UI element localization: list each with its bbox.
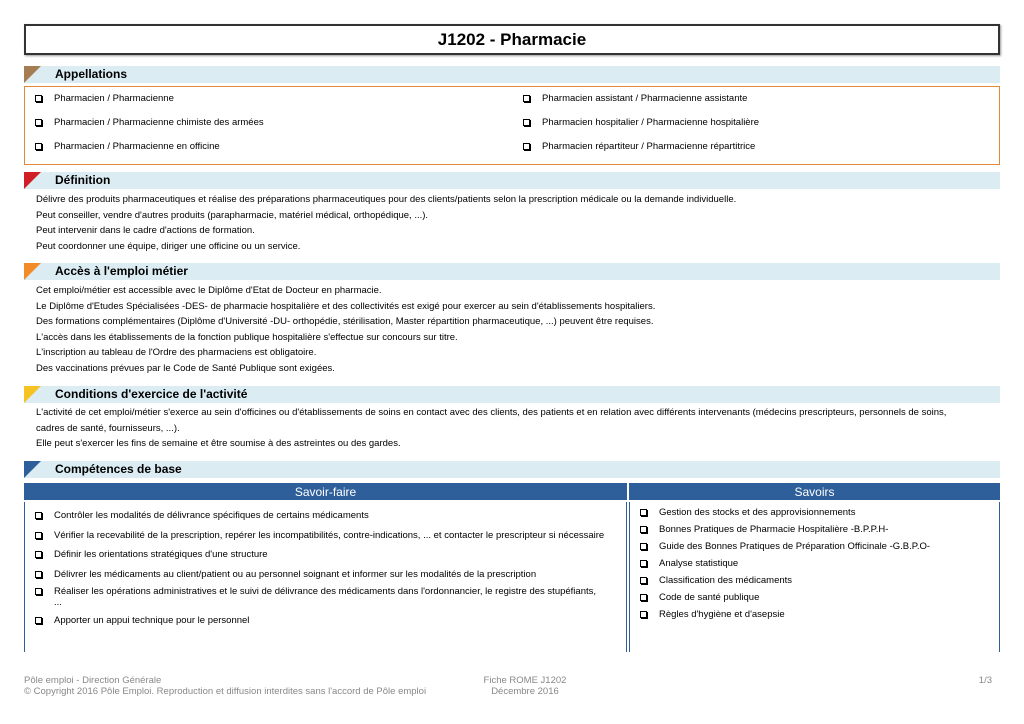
appellation-label: Pharmacien / Pharmacienne en officine — [54, 141, 220, 152]
appellation-label: Pharmacien / Pharmacienne chimiste des armées — [54, 117, 264, 128]
checkbox-icon — [640, 577, 647, 584]
acces-line: Le Diplôme d'Etudes Spécialisées -DES- de pharmacie hospitalière et des collectivités est exigé pour exercer au sein d'établissements hospitaliers. — [36, 300, 656, 312]
savoirs-label: Analyse statistique — [659, 558, 739, 569]
section-header-acces — [24, 263, 1000, 280]
footer-date: Décembre 2016 — [491, 686, 559, 697]
checkbox-icon — [35, 119, 42, 126]
section-header-conditions — [24, 386, 1000, 403]
section-header-appellations — [24, 66, 1000, 83]
acces-line: Des formations complémentaires (Diplôme d'Université -DU- orthopédie, stérilisation, Master répartition pharmaceutique, ...) peuvent être requises. — [36, 316, 654, 327]
checkbox-icon — [523, 143, 530, 150]
appellation-item — [35, 117, 264, 128]
savoir-faire-label: Définir les orientations stratégiques d'une structure — [54, 549, 268, 560]
appellation-item — [35, 141, 220, 152]
savoir-faire-label: Vérifier la recevabilité de la prescription, repérer les incompatibilités, contre-indications, ... et contacter le prescripteur si nécessaire — [54, 530, 605, 541]
savoir-faire-item — [35, 530, 604, 541]
appellation-label: Pharmacien assistant / Pharmacienne assistante — [542, 93, 748, 104]
acces-text — [36, 283, 996, 376]
appellation-label: Pharmacien / Pharmacienne — [54, 93, 174, 104]
savoir-faire-label: Réaliser les opérations administratives et le suivi de délivrance des médicaments dans l'ordonnancier, le registre des stupéfiants, — [54, 586, 597, 597]
checkbox-icon — [35, 617, 42, 624]
savoir-faire-item — [35, 510, 369, 521]
checkbox-icon — [640, 543, 647, 550]
footer-copyright: © Copyright 2016 Pôle Emploi. Reproduction et diffusion interdites sans l'accord de Pôle emploi — [24, 686, 427, 697]
savoir-faire-label: ... — [54, 597, 62, 608]
conditions-line: L'activité de cet emploi/métier s'exerce au sein d'officines ou d'établissements de soins en contact avec des clients, des patients et en relation avec différents intervenants (médecins prescripteurs, personnels de soins, — [36, 407, 947, 418]
savoirs-item — [640, 524, 888, 535]
section-triangle-icon — [24, 461, 41, 478]
savoirs-label: Guide des Bonnes Pratiques de Préparation Officinale -G.B.P.O- — [659, 541, 931, 552]
savoirs-label: Classification des médicaments — [659, 575, 793, 586]
section-triangle-icon — [24, 66, 41, 83]
savoir-faire-label-group — [54, 586, 596, 608]
page-number: 1/3 — [978, 675, 992, 686]
section-title: Appellations — [55, 67, 128, 81]
checkbox-icon — [640, 560, 647, 567]
acces-line: Des vaccinations prévues par le Code de Santé Publique sont exigées. — [36, 362, 335, 374]
appellation-item — [523, 93, 747, 104]
definition-line: Peut conseiller, vendre d'autres produits (parapharmacie, matériel médical, orthopédique, ...). — [36, 209, 429, 221]
savoirs-item — [640, 575, 792, 586]
conditions-line: Elle peut s'exercer les fins de semaine et être soumise à des astreintes ou des gardes. — [36, 438, 401, 449]
definition-line: Peut intervenir dans le cadre d'actions de formation. — [36, 225, 255, 236]
appellation-item — [35, 93, 174, 104]
appellation-label: Pharmacien répartiteur / Pharmacienne répartitrice — [542, 141, 756, 152]
checkbox-icon — [523, 95, 530, 102]
savoirs-label: Règles d'hygiène et d'asepsie — [659, 609, 785, 620]
section-header-competences — [24, 461, 1000, 478]
footer-fiche: Fiche ROME J1202 — [483, 675, 567, 686]
appellation-label: Pharmacien hospitalier / Pharmacienne hospitalière — [542, 117, 760, 128]
appellations-box — [24, 86, 1000, 165]
checkbox-icon — [523, 119, 530, 126]
checkbox-icon — [640, 509, 647, 516]
acces-line: L'accès dans les établissements de la fonction publique hospitalière s'effectue sur concours sur titre. — [36, 331, 458, 343]
checkbox-icon — [35, 571, 42, 578]
appellation-item — [523, 117, 759, 128]
footer-org: Pôle emploi - Direction Générale — [24, 675, 162, 686]
savoirs-label: Bonnes Pratiques de Pharmacie Hospitalière -B.P.P.H- — [659, 524, 889, 535]
savoir-faire-label: Délivrer les médicaments au client/patient ou au personnel soignant et informer sur les modalités de la prescription — [54, 569, 537, 580]
checkbox-icon — [640, 594, 647, 601]
section-title: Accès à l'emploi métier — [55, 264, 188, 278]
section-title: Compétences de base — [55, 462, 182, 476]
page-title: J1202 - Pharmacie — [24, 24, 1000, 55]
savoir-faire-header: Savoir-faire — [24, 483, 627, 500]
footer-center — [440, 675, 610, 697]
checkbox-icon — [35, 532, 42, 539]
section-triangle-icon — [24, 263, 41, 280]
definition-text — [36, 192, 996, 254]
section-triangle-icon — [24, 172, 41, 189]
savoirs-label: Code de santé publique — [659, 592, 760, 603]
conditions-line: cadres de santé, fournisseurs, ...). — [36, 422, 180, 434]
section-title: Conditions d'exercice de l'activité — [55, 387, 248, 401]
acces-line: L'inscription au tableau de l'Ordre des pharmaciens est obligatoire. — [36, 347, 317, 358]
checkbox-icon — [640, 526, 647, 533]
savoirs-item — [640, 609, 785, 620]
section-title: Définition — [55, 173, 111, 187]
checkbox-icon — [35, 512, 42, 519]
section-header-definition — [24, 172, 1000, 189]
conditions-text — [36, 405, 996, 452]
section-triangle-icon — [24, 386, 41, 403]
checkbox-icon — [35, 95, 42, 102]
checkbox-icon — [35, 588, 42, 595]
definition-line: Peut coordonner une équipe, diriger une officine ou un service. — [36, 240, 301, 252]
savoir-faire-item — [35, 615, 249, 626]
checkbox-icon — [35, 551, 42, 558]
savoirs-item — [640, 592, 759, 603]
savoirs-column — [629, 502, 1000, 652]
checkbox-icon — [35, 143, 42, 150]
savoirs-item — [640, 558, 738, 569]
definition-line: Délivre des produits pharmaceutiques et réalise des préparations pharmaceutiques pour des clients/patients selon la prescription médicale ou la demande individuelle. — [36, 194, 737, 205]
savoirs-item — [640, 541, 930, 552]
savoir-faire-column — [24, 502, 627, 652]
checkbox-icon — [640, 611, 647, 618]
savoirs-label: Gestion des stocks et des approvisionnements — [659, 507, 856, 518]
savoir-faire-label: Apporter un appui technique pour le personnel — [54, 615, 250, 626]
savoir-faire-item — [35, 586, 596, 608]
savoir-faire-item — [35, 549, 268, 560]
savoir-faire-label: Contrôler les modalités de délivrance spécifiques de certains médicaments — [54, 510, 369, 521]
savoirs-header: Savoirs — [629, 483, 1000, 500]
savoirs-item — [640, 507, 855, 518]
appellation-item — [523, 141, 755, 152]
savoir-faire-item — [35, 569, 536, 580]
footer-left — [24, 675, 426, 697]
acces-line: Cet emploi/métier est accessible avec le Diplôme d'Etat de Docteur en pharmacie. — [36, 285, 382, 296]
